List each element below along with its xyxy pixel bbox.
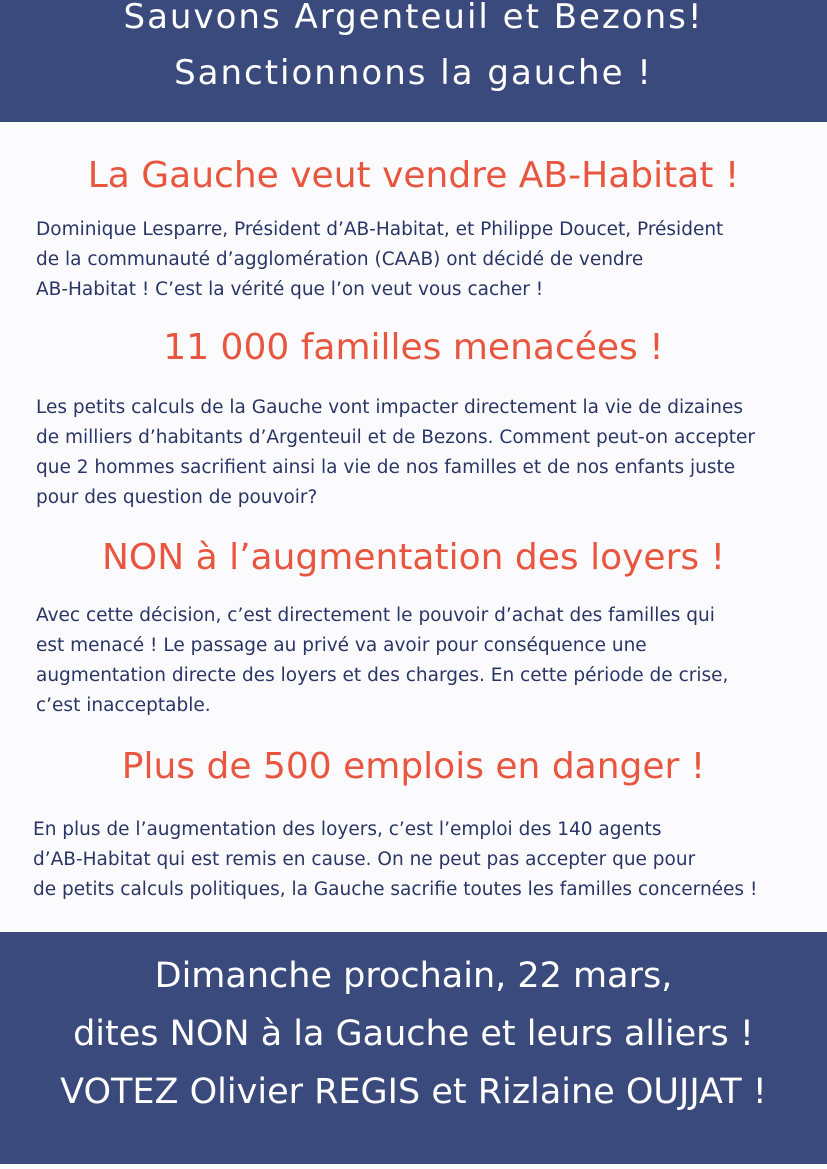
section-4-line: d’AB-Habitat qui est remis en cause. On ne peut pas accepter que pour: [33, 849, 696, 870]
section-4-paragraph: [33, 815, 757, 905]
bottom-banner: [0, 932, 827, 1164]
section-1-heading: La Gauche veut vendre AB-Habitat !: [87, 155, 740, 196]
section-4-line: En plus de l’augmentation des loyers, c’est l’emploi des 140 agents: [33, 819, 662, 840]
section-1-line: de la communauté d’agglomération (CAAB) ont décidé de vendre: [36, 249, 644, 270]
section-3-line: est menacé ! Le passage au privé va avoir pour conséquence une: [36, 635, 647, 656]
bottom-banner-line-1: Dimanche prochain, 22 mars,: [154, 956, 673, 996]
section-2-line: que 2 hommes sacrifient ainsi la vie de nos familles et de nos enfants juste: [36, 457, 736, 478]
section-1-line: Dominique Lesparre, Président d’AB-Habitat, et Philippe Doucet, Président: [36, 219, 724, 240]
top-banner-line-2: Sanctionnons la gauche !: [174, 53, 653, 93]
section-2-line: Les petits calculs de la Gauche vont impacter directement la vie de dizaines: [36, 397, 744, 418]
section-2-line: de milliers d’habitants d’Argenteuil et de Bezons. Comment peut-on accepter: [36, 427, 756, 448]
top-banner-line-1: Sauvons Argenteuil et Bezons!: [123, 0, 704, 37]
section-1-line: AB-Habitat ! C’est la vérité que l’on veut vous cacher !: [36, 279, 544, 300]
section-2-line: pour des question de pouvoir?: [36, 487, 318, 508]
section-2-paragraph: [36, 393, 755, 513]
section-3-line: c’est inacceptable.: [36, 695, 211, 716]
section-4-line: de petits calculs politiques, la Gauche sacrifie toutes les familles concernées !: [33, 879, 758, 900]
bottom-banner-line-3: VOTEZ Olivier REGIS et Rizlaine OUJJAT !: [60, 1072, 767, 1112]
section-3-line: augmentation directe des loyers et des charges. En cette période de crise,: [36, 665, 729, 686]
section-4-heading: Plus de 500 emplois en danger !: [121, 746, 706, 787]
section-2-heading: 11 000 familles menacées !: [163, 327, 664, 368]
section-3-paragraph: [36, 601, 728, 721]
section-3-heading: NON à l’augmentation des loyers !: [101, 537, 726, 578]
bottom-banner-line-2: dites NON à la Gauche et leurs alliers !: [73, 1014, 754, 1054]
section-1-paragraph: [36, 215, 723, 305]
section-3-line: Avec cette décision, c’est directement le pouvoir d’achat des familles qui: [36, 605, 715, 626]
top-banner: [0, 0, 827, 122]
